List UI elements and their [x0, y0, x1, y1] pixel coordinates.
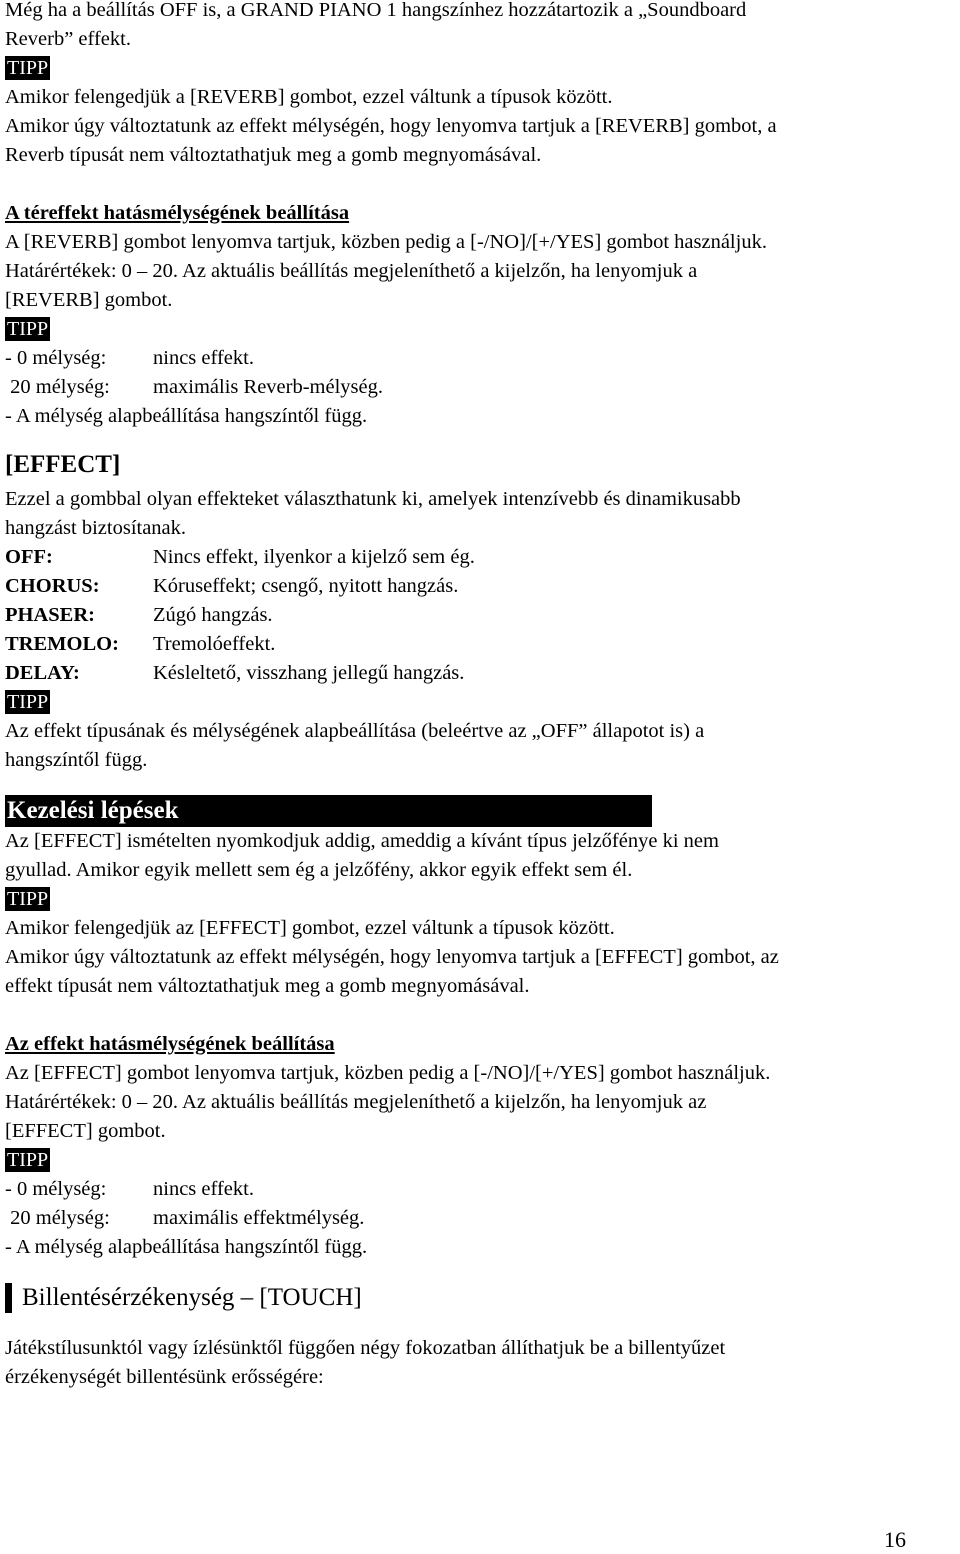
effect-option: [5, 659, 955, 688]
option-value: Zúgó hangzás.: [153, 604, 273, 626]
tip-line: Amikor felengedjük az [EFFECT] gombot, ezzel váltunk a típusok között.: [5, 917, 615, 939]
effect-option: [5, 572, 955, 601]
option-value: Nincs effekt, ilyenkor a kijelző sem ég.: [153, 546, 475, 568]
body-line: Ezzel a gombbal olyan effekteket választhatunk ki, amelyek intenzívebb és dinamikusabb: [5, 488, 741, 510]
tip-line: hangszíntől függ.: [5, 749, 148, 771]
tip-line: Amikor úgy változtatunk az effekt mélységén, hogy lenyomva tartjuk a [REVERB] gombot, a: [5, 115, 777, 137]
intro-line: Reverb” effekt.: [5, 28, 131, 50]
depth-value: maximális Reverb-mélység.: [153, 376, 383, 398]
option-key: CHORUS:: [5, 575, 100, 597]
depth-key: 20 mélység:: [5, 376, 110, 398]
tipp-badge: TIPP: [7, 57, 49, 79]
depth-row: [5, 1204, 955, 1233]
depth-row: [5, 1175, 955, 1204]
heading-bar-marker: [5, 1283, 12, 1313]
body-line: gyullad. Amikor egyik mellett sem ég a jelzőfény, akkor egyik effekt sem él.: [5, 859, 633, 881]
depth-value: maximális effektmélység.: [153, 1207, 365, 1229]
option-value: Késleltető, visszhang jellegű hangzás.: [153, 662, 465, 684]
body-line: [REVERB] gombot.: [5, 289, 173, 311]
body-line: hangzást biztosítanak.: [5, 517, 187, 539]
tip-line: effekt típusát nem változtathatjuk meg a gomb megnyomásával.: [5, 975, 530, 997]
depth-row: [5, 373, 955, 402]
tipp-badge: TIPP: [7, 691, 49, 713]
tip-line: Reverb típusát nem változtathatjuk meg a gomb megnyomásával.: [5, 144, 542, 166]
body-line: [EFFECT] gombot.: [5, 1120, 166, 1142]
tipp-badge: TIPP: [7, 888, 49, 910]
depth-key: 20 mélység:: [5, 1207, 110, 1229]
depth-note: - A mélység alapbeállítása hangszíntől függ.: [5, 1236, 368, 1258]
page-number: 16: [884, 1527, 906, 1552]
effect-option: [5, 543, 955, 572]
tipp-badge: TIPP: [7, 318, 49, 340]
steps-heading: Kezelési lépések: [5, 795, 652, 827]
depth-key: - 0 mélység:: [5, 1178, 107, 1200]
effect-heading: [EFFECT]: [5, 451, 121, 478]
body-line: érzékenységét billentésünk erősségére:: [5, 1366, 324, 1388]
option-key: PHASER:: [5, 604, 95, 626]
depth-value: nincs effekt.: [153, 1178, 254, 1200]
depth-value: nincs effekt.: [153, 347, 254, 369]
tip-line: Az effekt típusának és mélységének alapbeállítása (beleértve az „OFF” állapotot is) a: [5, 720, 705, 742]
touch-heading-text: Billentésérzékenység – [TOUCH]: [22, 1284, 362, 1311]
option-key: TREMOLO:: [5, 633, 119, 655]
depth-note: - A mélység alapbeállítása hangszíntől függ.: [5, 405, 368, 427]
document-page: [5, 0, 955, 1392]
effect-depth-heading: Az effekt hatásmélységének beállítása: [5, 1033, 335, 1055]
body-line: Az [EFFECT] gombot lenyomva tartjuk, közben pedig a [-/NO]/[+/YES] gombot használjuk.: [5, 1062, 771, 1084]
intro-line: Még ha a beállítás OFF is, a GRAND PIANO 1 hangszínhez hozzátartozik a „Soundboard: [5, 0, 747, 21]
tipp-badge: TIPP: [7, 1149, 49, 1171]
option-value: Kóruseffekt; csengő, nyitott hangzás.: [153, 575, 459, 597]
tip-line: Amikor úgy változtatunk az effekt mélységén, hogy lenyomva tartjuk a [EFFECT] gombot, az: [5, 946, 779, 968]
body-line: Az [EFFECT] ismételten nyomkodjuk addig, ameddig a kívánt típus jelzőfénye ki nem: [5, 830, 719, 852]
effect-option: [5, 630, 955, 659]
body-line: Játékstílusunktól vagy ízlésünktől függően négy fokozatban állíthatjuk be a billentyűzet: [5, 1337, 726, 1359]
depth-key: - 0 mélység:: [5, 347, 107, 369]
body-line: A [REVERB] gombot lenyomva tartjuk, közben pedig a [-/NO]/[+/YES] gombot használjuk.: [5, 231, 767, 253]
effect-option: [5, 601, 955, 630]
tip-line: Amikor felengedjük a [REVERB] gombot, ezzel váltunk a típusok között.: [5, 86, 613, 108]
option-value: Tremolóeffekt.: [153, 633, 276, 655]
option-key: OFF:: [5, 546, 53, 568]
body-line: Határértékek: 0 – 20. Az aktuális beállítás megjeleníthető a kijelzőn, ha lenyomjuk az: [5, 1091, 707, 1113]
depth-row: [5, 344, 955, 373]
option-key: DELAY:: [5, 662, 80, 684]
touch-heading: [5, 1276, 955, 1320]
reverb-depth-heading: A téreffekt hatásmélységének beállítása: [5, 202, 350, 224]
body-line: Határértékek: 0 – 20. Az aktuális beállítás megjeleníthető a kijelzőn, ha lenyomjuk a: [5, 260, 698, 282]
